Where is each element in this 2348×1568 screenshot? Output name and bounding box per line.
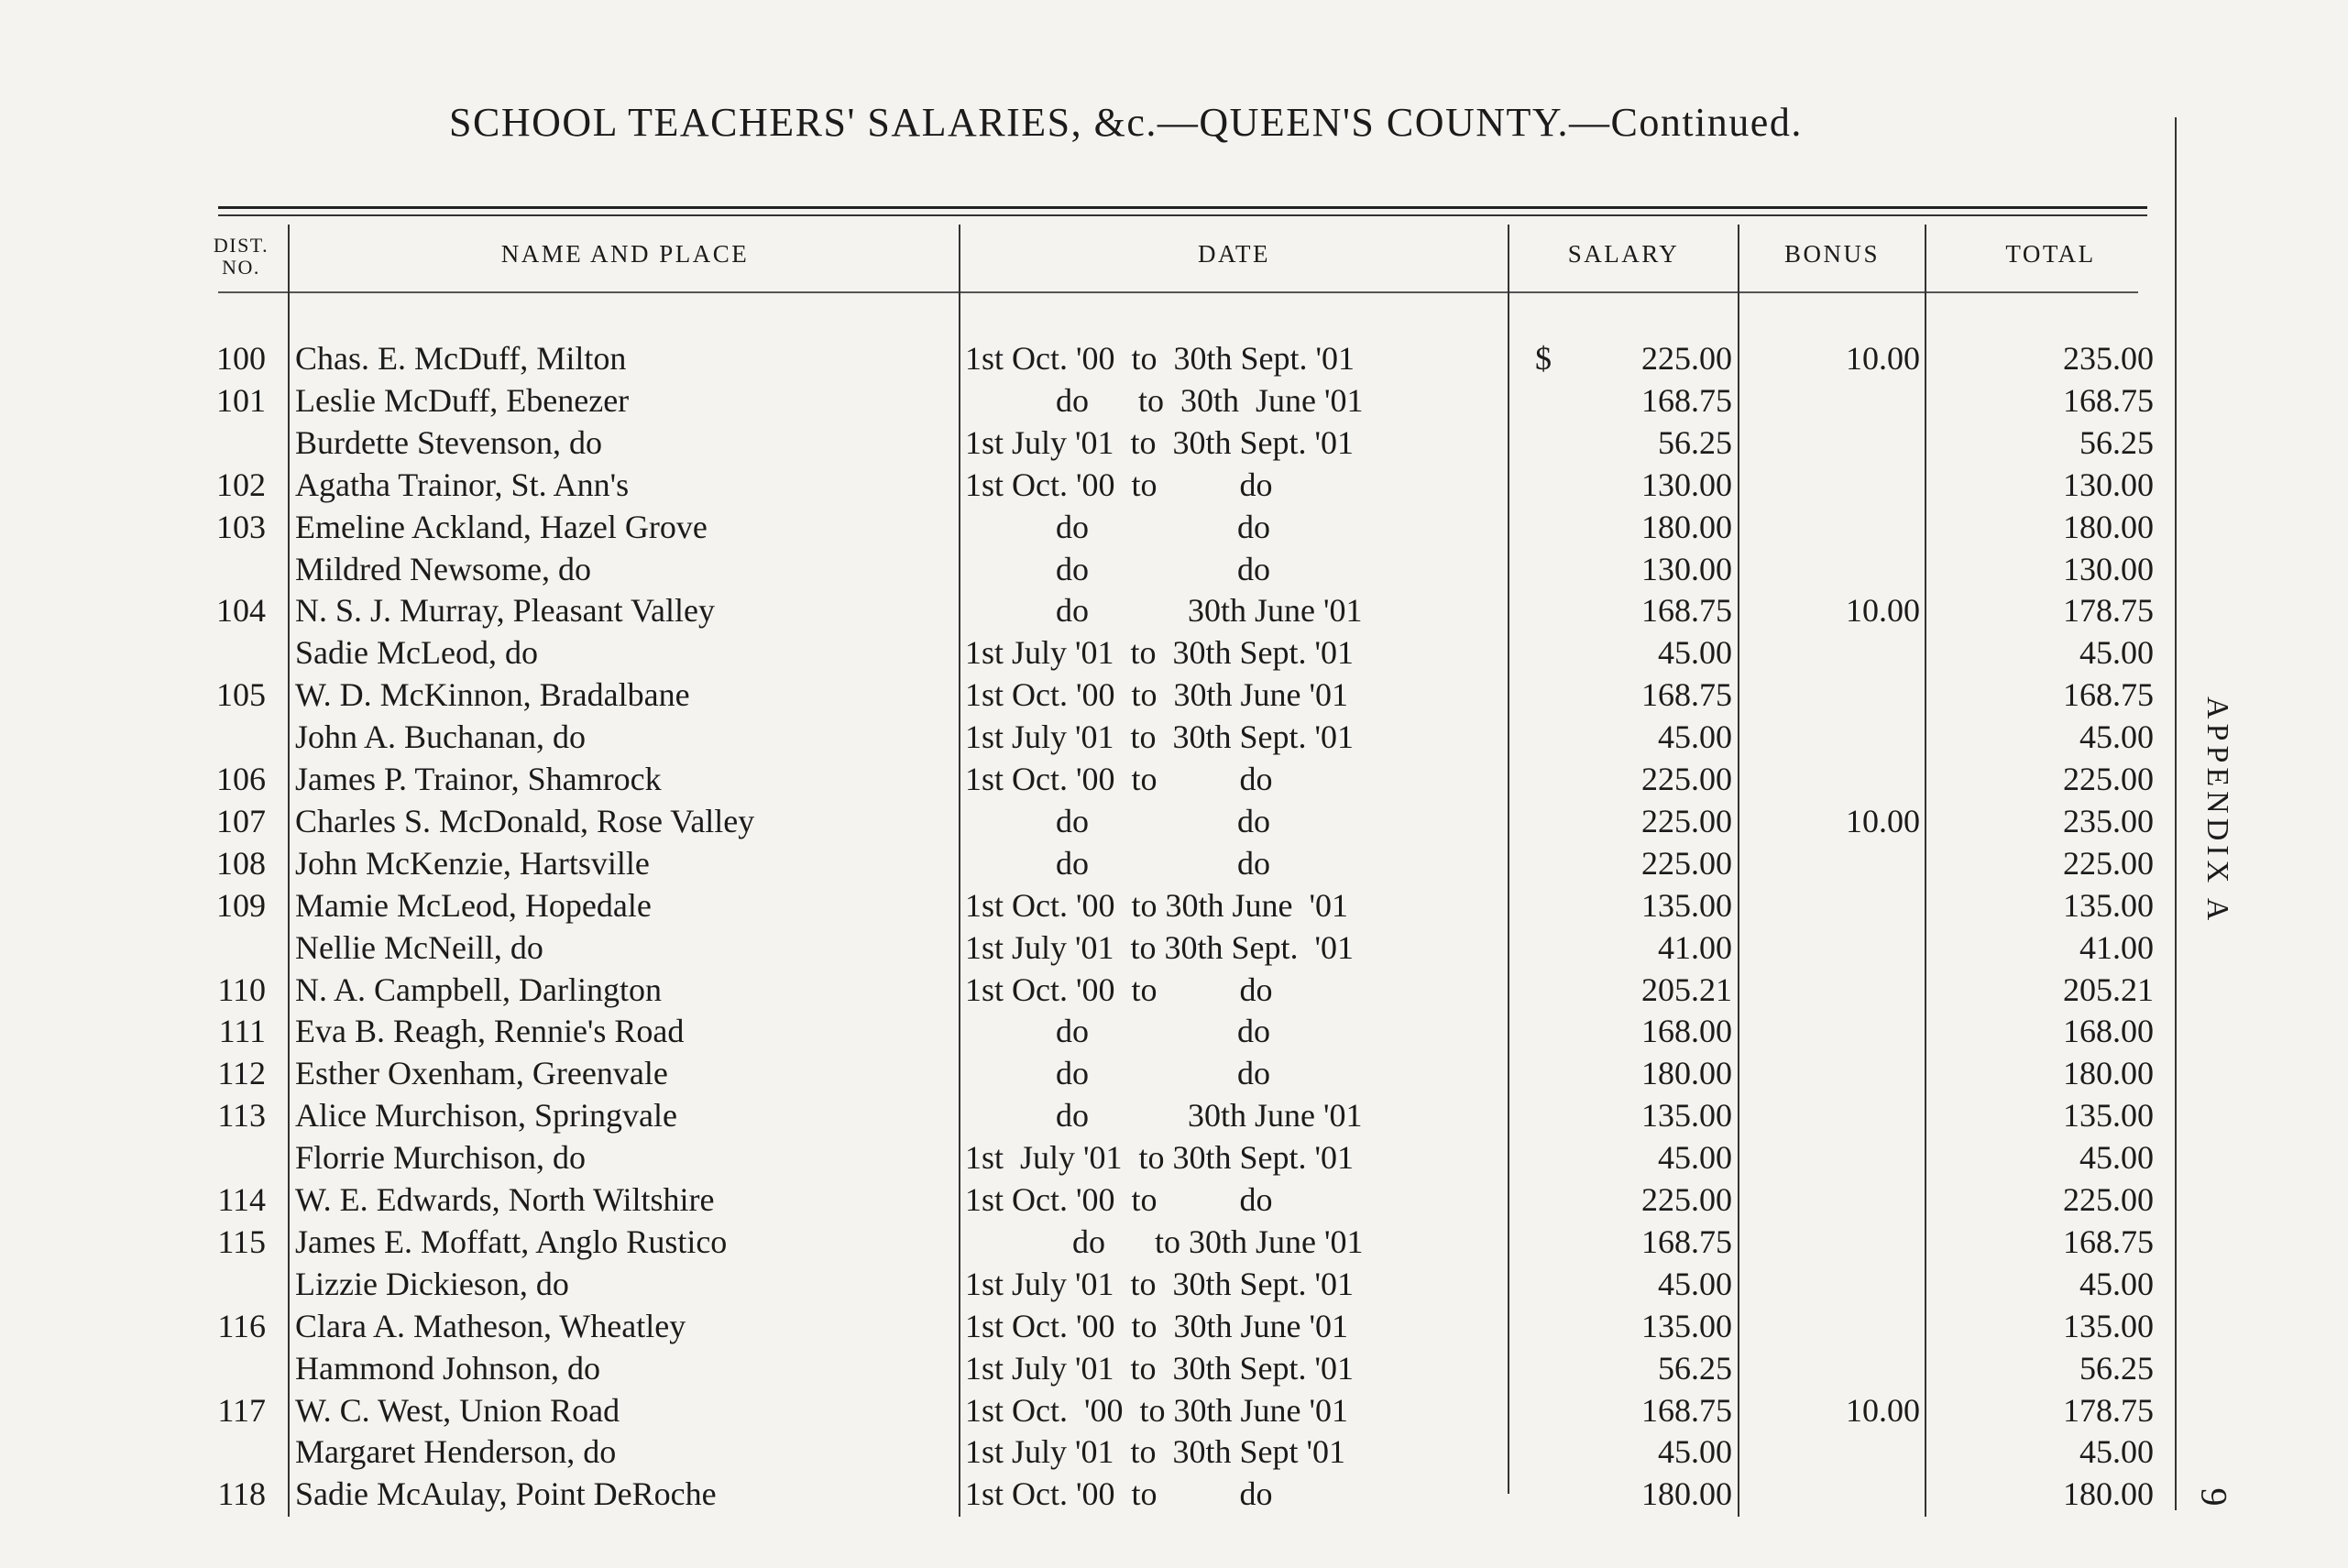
date-cell: do do bbox=[965, 508, 1270, 545]
salary-cell: 41.00 bbox=[1658, 928, 1732, 966]
table-row bbox=[0, 1347, 2348, 1389]
salary-cell: 168.75 bbox=[1641, 1223, 1732, 1260]
table-row bbox=[0, 464, 2348, 506]
name-place-cell: Burdette Stevenson, do bbox=[295, 423, 602, 461]
total-cell: 45.00 bbox=[2079, 1139, 2154, 1177]
salary-cell: 56.25 bbox=[1658, 423, 1732, 461]
salary-cell: 135.00 bbox=[1641, 1097, 1732, 1135]
salary-cell: 45.00 bbox=[1658, 1265, 1732, 1302]
salary-cell: 225.00 bbox=[1641, 844, 1732, 882]
name-place-cell: Sadie McAulay, Point DeRoche bbox=[295, 1475, 717, 1513]
table-row bbox=[0, 800, 2348, 842]
total-cell: 45.00 bbox=[2079, 1265, 2154, 1302]
salary-cell: 45.00 bbox=[1658, 1139, 1732, 1177]
total-cell: 135.00 bbox=[2063, 1097, 2154, 1135]
table-row bbox=[0, 1052, 2348, 1094]
date-cell: 1st July '01 to 30th Sept. '01 bbox=[965, 634, 1355, 672]
name-place-cell: Nellie McNeill, do bbox=[295, 928, 543, 966]
dist-no-cell: 103 bbox=[216, 508, 266, 545]
name-place-cell: Eva B. Reagh, Rennie's Road bbox=[295, 1013, 685, 1050]
date-cell: 1st Oct. '00 to 30th June '01 bbox=[965, 886, 1348, 924]
total-cell: 225.00 bbox=[2063, 1181, 2154, 1218]
total-cell: 180.00 bbox=[2063, 1055, 2154, 1092]
table-row bbox=[0, 1431, 2348, 1473]
salary-cell: 225.00 bbox=[1641, 1181, 1732, 1218]
name-place-cell: Mamie McLeod, Hopedale bbox=[295, 886, 652, 924]
date-cell: 1st Oct. '00 to 30th June '01 bbox=[965, 1391, 1348, 1429]
date-cell: 1st Oct. '00 to do bbox=[965, 1475, 1273, 1513]
name-place-cell: Lizzie Dickieson, do bbox=[295, 1265, 569, 1302]
total-cell: 205.21 bbox=[2063, 970, 2154, 1008]
total-cell: 56.25 bbox=[2079, 423, 2154, 461]
dist-no-cell: 113 bbox=[217, 1097, 266, 1135]
table-row bbox=[0, 1305, 2348, 1347]
name-place-cell: W. E. Edwards, North Wiltshire bbox=[295, 1181, 715, 1218]
date-cell: 1st July '01 to 30th Sept '01 bbox=[965, 1433, 1346, 1471]
salary-cell: 130.00 bbox=[1641, 550, 1732, 587]
dist-no-cell: 109 bbox=[216, 886, 266, 924]
name-place-cell: James P. Trainor, Shamrock bbox=[295, 761, 662, 797]
dist-no-cell: 112 bbox=[217, 1055, 266, 1092]
name-place-cell: Leslie McDuff, Ebenezer bbox=[295, 381, 630, 419]
table-row bbox=[0, 631, 2348, 674]
dist-no-cell: 102 bbox=[216, 466, 266, 503]
salary-cell: 168.75 bbox=[1641, 381, 1732, 419]
date-cell: 1st July '01 to 30th Sept. '01 bbox=[965, 928, 1355, 966]
total-cell: 56.25 bbox=[2079, 1349, 2154, 1387]
salary-cell: 205.21 bbox=[1641, 970, 1732, 1008]
name-place-cell: Clara A. Matheson, Wheatley bbox=[295, 1307, 686, 1344]
table-row bbox=[0, 506, 2348, 548]
table-row bbox=[0, 927, 2348, 969]
date-cell: 1st Oct. '00 to 30th Sept. '01 bbox=[965, 340, 1355, 377]
date-cell: 1st July '01 to 30th Sept. '01 bbox=[965, 718, 1355, 756]
salary-cell: 225.00 bbox=[1641, 802, 1732, 839]
salary-cell: 45.00 bbox=[1658, 634, 1732, 672]
name-place-cell: Sadie McLeod, do bbox=[295, 634, 538, 672]
dist-no-cell: 117 bbox=[217, 1391, 266, 1429]
name-place-cell: W. D. McKinnon, Bradalbane bbox=[295, 676, 690, 714]
date-cell: do do bbox=[965, 1013, 1270, 1050]
header-bottom-rule bbox=[218, 291, 2138, 293]
bonus-cell: 10.00 bbox=[1846, 1391, 1920, 1429]
date-cell: do do bbox=[965, 844, 1270, 882]
table-row bbox=[0, 422, 2348, 464]
table-row bbox=[0, 548, 2348, 590]
salary-cell: 225.00 bbox=[1641, 761, 1732, 797]
salary-cell: 180.00 bbox=[1641, 1055, 1732, 1092]
name-place-cell: Charles S. McDonald, Rose Valley bbox=[295, 802, 755, 839]
column-header-date: DATE bbox=[1198, 240, 1270, 268]
table-row bbox=[0, 337, 2348, 379]
appendix-label: APPENDIX A bbox=[2200, 696, 2234, 926]
table-row bbox=[0, 1221, 2348, 1263]
total-cell: 130.00 bbox=[2063, 550, 2154, 587]
table-row bbox=[0, 1263, 2348, 1305]
name-place-cell: Hammond Johnson, do bbox=[295, 1349, 600, 1387]
dist-no-cell: 114 bbox=[217, 1181, 266, 1218]
total-cell: 225.00 bbox=[2063, 844, 2154, 882]
total-cell: 135.00 bbox=[2063, 886, 2154, 924]
column-header-salary: SALARY bbox=[1567, 240, 1680, 268]
date-cell: 1st July '01 to 30th Sept. '01 bbox=[965, 1349, 1355, 1387]
table-row bbox=[0, 1389, 2348, 1431]
bonus-cell: 10.00 bbox=[1846, 802, 1920, 839]
currency-symbol: $ bbox=[1535, 340, 1552, 377]
name-place-cell: N. A. Campbell, Darlington bbox=[295, 970, 662, 1008]
column-header-bonus: BONUS bbox=[1783, 240, 1881, 268]
dist-no-cell: 107 bbox=[216, 802, 266, 839]
dist-no-cell: 101 bbox=[216, 381, 266, 419]
date-cell: do to 30th June '01 bbox=[965, 381, 1364, 419]
total-cell: 178.75 bbox=[2063, 592, 2154, 630]
salary-cell: 168.75 bbox=[1641, 676, 1732, 714]
date-cell: 1st Oct. '00 to do bbox=[965, 1181, 1273, 1218]
name-place-cell: Agatha Trainor, St. Ann's bbox=[295, 466, 630, 503]
column-header-total: TOTAL bbox=[2005, 240, 2096, 268]
date-cell: 1st Oct. '00 to 30th June '01 bbox=[965, 1307, 1348, 1344]
table-row bbox=[0, 1010, 2348, 1052]
total-cell: 41.00 bbox=[2079, 928, 2154, 966]
table-row bbox=[0, 716, 2348, 758]
dist-no-cell: 116 bbox=[217, 1307, 266, 1344]
date-cell: 1st Oct. '00 to 30th June '01 bbox=[965, 676, 1348, 714]
table-row bbox=[0, 758, 2348, 800]
total-cell: 45.00 bbox=[2079, 718, 2154, 756]
salary-cell: 180.00 bbox=[1641, 508, 1732, 545]
table-row bbox=[0, 842, 2348, 884]
dist-no-cell: 111 bbox=[218, 1013, 266, 1050]
table-row bbox=[0, 884, 2348, 927]
total-cell: 235.00 bbox=[2063, 340, 2154, 377]
dist-header-line1: DIST. bbox=[213, 234, 269, 257]
salary-cell: 168.00 bbox=[1641, 1013, 1732, 1050]
name-place-cell: Chas. E. McDuff, Milton bbox=[295, 340, 627, 377]
salary-cell: 45.00 bbox=[1658, 1433, 1732, 1471]
dist-no-cell: 118 bbox=[217, 1475, 266, 1513]
date-cell: do do bbox=[965, 802, 1270, 839]
column-header-name: NAME AND PLACE bbox=[500, 240, 750, 268]
date-cell: do 30th June '01 bbox=[965, 1097, 1363, 1135]
salary-cell: 168.75 bbox=[1641, 592, 1732, 630]
bonus-cell: 10.00 bbox=[1846, 340, 1920, 377]
table-row bbox=[0, 969, 2348, 1011]
dist-no-cell: 108 bbox=[216, 844, 266, 882]
date-cell: 1st Oct. '00 to do bbox=[965, 761, 1273, 797]
date-cell: do do bbox=[965, 1055, 1270, 1092]
salary-cell: 180.00 bbox=[1641, 1475, 1732, 1513]
dist-no-cell: 115 bbox=[217, 1223, 266, 1260]
dist-header-line2: NO. bbox=[222, 256, 260, 279]
name-place-cell: Florrie Murchison, do bbox=[295, 1139, 586, 1177]
header-rule bbox=[218, 206, 2147, 209]
table-row bbox=[0, 674, 2348, 716]
date-cell: 1st Oct. '00 to do bbox=[965, 466, 1273, 503]
total-cell: 45.00 bbox=[2079, 634, 2154, 672]
total-cell: 180.00 bbox=[2063, 1475, 2154, 1513]
dist-no-cell: 104 bbox=[216, 592, 266, 630]
salary-cell: 45.00 bbox=[1658, 718, 1732, 756]
date-cell: do to 30th June '01 bbox=[965, 1223, 1364, 1260]
date-cell: 1st July '01 to 30th Sept. '01 bbox=[965, 1265, 1355, 1302]
total-cell: 235.00 bbox=[2063, 802, 2154, 839]
total-cell: 168.00 bbox=[2063, 1013, 2154, 1050]
salary-cell: 56.25 bbox=[1658, 1349, 1732, 1387]
name-place-cell: N. S. J. Murray, Pleasant Valley bbox=[295, 592, 715, 630]
date-cell: 1st July '01 to 30th Sept. '01 bbox=[965, 1139, 1355, 1177]
total-cell: 168.75 bbox=[2063, 381, 2154, 419]
header-rule bbox=[218, 214, 2147, 216]
total-cell: 135.00 bbox=[2063, 1307, 2154, 1344]
table-row bbox=[0, 589, 2348, 631]
salary-cell: 135.00 bbox=[1641, 886, 1732, 924]
name-place-cell: Emeline Ackland, Hazel Grove bbox=[295, 508, 708, 545]
name-place-cell: John McKenzie, Hartsville bbox=[295, 844, 650, 882]
name-place-cell: Mildred Newsome, do bbox=[295, 550, 591, 587]
date-cell: 1st July '01 to 30th Sept. '01 bbox=[965, 423, 1355, 461]
dist-no-cell: 110 bbox=[217, 970, 266, 1008]
salary-cell: 130.00 bbox=[1641, 466, 1732, 503]
total-cell: 168.75 bbox=[2063, 676, 2154, 714]
name-place-cell: Esther Oxenham, Greenvale bbox=[295, 1055, 668, 1092]
total-cell: 130.00 bbox=[2063, 466, 2154, 503]
table-row bbox=[0, 379, 2348, 422]
page-number: 9 bbox=[2193, 1487, 2235, 1507]
dist-no-cell: 105 bbox=[216, 676, 266, 714]
table-row bbox=[0, 1179, 2348, 1221]
salary-cell: 168.75 bbox=[1641, 1391, 1732, 1429]
dist-no-cell: 106 bbox=[216, 761, 266, 797]
total-cell: 225.00 bbox=[2063, 761, 2154, 797]
salary-cell: 135.00 bbox=[1641, 1307, 1732, 1344]
total-cell: 178.75 bbox=[2063, 1391, 2154, 1429]
date-cell: do do bbox=[965, 550, 1270, 587]
table-row bbox=[0, 1136, 2348, 1179]
total-cell: 168.75 bbox=[2063, 1223, 2154, 1260]
total-cell: 180.00 bbox=[2063, 508, 2154, 545]
total-cell: 45.00 bbox=[2079, 1433, 2154, 1471]
bonus-cell: 10.00 bbox=[1846, 592, 1920, 630]
table-row bbox=[0, 1473, 2348, 1515]
name-place-cell: Alice Murchison, Springvale bbox=[295, 1097, 677, 1135]
dist-no-cell: 100 bbox=[216, 340, 266, 377]
salary-cell: 225.00 bbox=[1641, 340, 1732, 377]
column-header-dist bbox=[200, 235, 282, 279]
date-cell: do 30th June '01 bbox=[965, 592, 1363, 630]
name-place-cell: W. C. West, Union Road bbox=[295, 1391, 620, 1429]
name-place-cell: James E. Moffatt, Anglo Rustico bbox=[295, 1223, 728, 1260]
name-place-cell: John A. Buchanan, do bbox=[295, 718, 586, 756]
date-cell: 1st Oct. '00 to do bbox=[965, 970, 1273, 1008]
table-row bbox=[0, 1094, 2348, 1136]
name-place-cell: Margaret Henderson, do bbox=[295, 1433, 617, 1471]
page-title: SCHOOL TEACHERS' SALARIES, &c.—QUEEN'S COUNTY.—Continued. bbox=[449, 100, 1803, 145]
